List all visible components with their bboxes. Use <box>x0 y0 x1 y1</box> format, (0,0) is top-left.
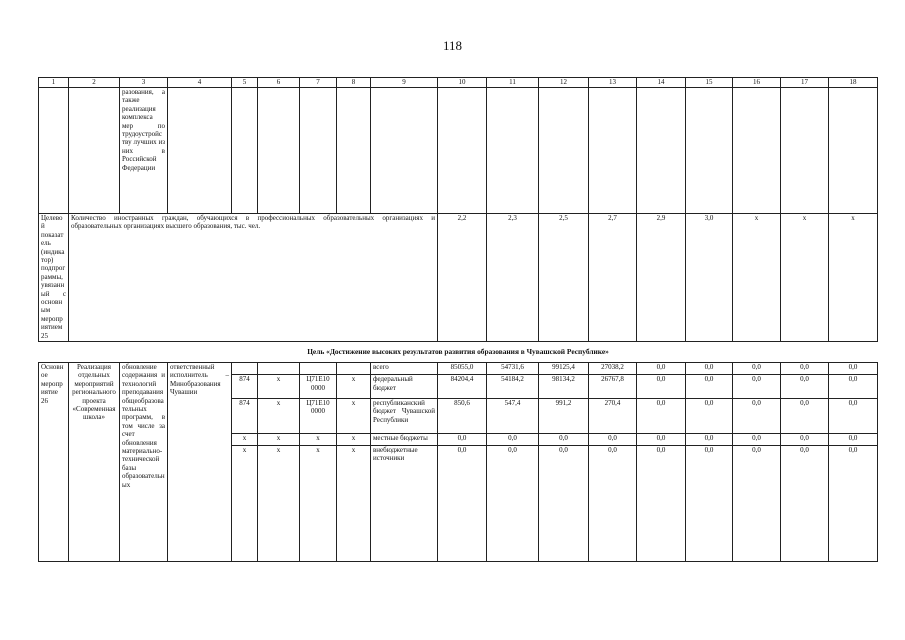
col-header-1: 1 <box>39 78 69 88</box>
amount: 27038,2 <box>589 363 637 375</box>
indicator-value: 3,0 <box>686 214 733 342</box>
target-article: Ц71Е10 0000 <box>300 375 337 399</box>
amount: 0,0 <box>733 433 781 445</box>
amount: 0,0 <box>733 363 781 375</box>
amount: 0,0 <box>781 363 829 375</box>
target-article <box>300 363 337 375</box>
amount: 0,0 <box>781 433 829 445</box>
amount: 0,0 <box>637 398 686 433</box>
funding-source: всего <box>371 363 438 375</box>
amount: 547,4 <box>487 398 539 433</box>
col-header-10: 10 <box>438 78 487 88</box>
indicator-value: 2,3 <box>487 214 539 342</box>
col-header-18: 18 <box>829 78 878 88</box>
amount: 0,0 <box>686 433 733 445</box>
amount: 0,0 <box>438 433 487 445</box>
amount: 0,0 <box>829 375 878 399</box>
amount: 0,0 <box>637 363 686 375</box>
funding-source: республиканский бюджет Чувашской Республики <box>371 398 438 433</box>
expense-type: х <box>337 398 371 433</box>
target-article: х <box>300 446 337 562</box>
section-code: х <box>258 433 300 445</box>
amount: 0,0 <box>637 375 686 399</box>
expense-type: х <box>337 446 371 562</box>
section-code: х <box>258 398 300 433</box>
amount: 0,0 <box>438 446 487 562</box>
amount: 0,0 <box>686 398 733 433</box>
amount: 0,0 <box>781 446 829 562</box>
grbs-code: х <box>232 433 258 445</box>
amount: 0,0 <box>829 363 878 375</box>
col-header-4: 4 <box>168 78 232 88</box>
expense-type <box>337 363 371 375</box>
col-header-14: 14 <box>637 78 686 88</box>
col-header-17: 17 <box>781 78 829 88</box>
indicator-label: Целевой показатель (индикатор) подпрограммы, увязанный с основным мероприятием 25 <box>39 214 69 342</box>
amount: 0,0 <box>637 433 686 445</box>
funding-source: федеральный бюджет <box>371 375 438 399</box>
amount: 0,0 <box>487 433 539 445</box>
col-header-6: 6 <box>258 78 300 88</box>
column-number-row <box>39 78 878 88</box>
amount: 850,6 <box>438 398 487 433</box>
expense-type: х <box>337 375 371 399</box>
amount: 0,0 <box>781 398 829 433</box>
finance-row-total <box>39 363 878 375</box>
grbs-code: х <box>232 446 258 562</box>
indicator-value: 2,9 <box>637 214 686 342</box>
amount: 54184,2 <box>487 375 539 399</box>
col-header-7: 7 <box>300 78 337 88</box>
indicator-value: х <box>733 214 781 342</box>
amount: 85055,0 <box>438 363 487 375</box>
indicator-value: х <box>781 214 829 342</box>
amount: 0,0 <box>733 446 781 562</box>
amount: 0,0 <box>589 446 637 562</box>
amount: 0,0 <box>829 433 878 445</box>
amount: 0,0 <box>686 446 733 562</box>
measure-description: обновление содержания и технологий преподавания общеобразовательных программ, в том числе за счет обновления материально-технической базы образовательных <box>120 363 168 562</box>
indicator-value: 2,2 <box>438 214 487 342</box>
budget-table <box>38 77 878 562</box>
col-header-5: 5 <box>232 78 258 88</box>
target-article: Ц71Е10 0000 <box>300 398 337 433</box>
amount: 98134,2 <box>539 375 589 399</box>
amount: 0,0 <box>589 433 637 445</box>
section-code: х <box>258 375 300 399</box>
measure-description-continued: разования, а также реализация комплекса мер по трудоустройству лучших из них в Российской Федерации <box>120 88 168 214</box>
amount: 0,0 <box>686 363 733 375</box>
continuation-row <box>39 88 878 214</box>
page-number: 118 <box>442 38 463 53</box>
indicator-value: 2,5 <box>539 214 589 342</box>
goal-row <box>39 342 878 363</box>
indicator-value: х <box>829 214 878 342</box>
goal-heading: Цель «Достижение высоких результатов развития образования в Чувашской Республике» <box>39 342 878 363</box>
amount: 270,4 <box>589 398 637 433</box>
amount: 26767,8 <box>589 375 637 399</box>
amount: 0,0 <box>539 433 589 445</box>
indicator-value: 2,7 <box>589 214 637 342</box>
col-header-13: 13 <box>589 78 637 88</box>
grbs-code <box>232 363 258 375</box>
col-header-15: 15 <box>686 78 733 88</box>
responsible-executor: ответственный исполнитель – Минобразования Чувашии <box>168 363 232 562</box>
amount: 0,0 <box>539 446 589 562</box>
col-header-9: 9 <box>371 78 438 88</box>
amount: 99125,4 <box>539 363 589 375</box>
amount: 0,0 <box>637 446 686 562</box>
amount: 0,0 <box>733 398 781 433</box>
grbs-code: 874 <box>232 375 258 399</box>
expense-type: х <box>337 433 371 445</box>
amount: 991,2 <box>539 398 589 433</box>
section-code: х <box>258 446 300 562</box>
amount: 84204,4 <box>438 375 487 399</box>
measure-label: Основное мероприятие 26 <box>39 363 69 562</box>
section-code <box>258 363 300 375</box>
indicator-description: Количество иностранных граждан, обучающихся в профессиональных образовательных организациях и образовательных организациях высшего образования, тыс. чел. <box>69 214 438 342</box>
col-header-3: 3 <box>120 78 168 88</box>
amount: 0,0 <box>829 446 878 562</box>
col-header-8: 8 <box>337 78 371 88</box>
target-indicator-row <box>39 214 878 342</box>
grbs-code: 874 <box>232 398 258 433</box>
target-article: х <box>300 433 337 445</box>
amount: 0,0 <box>686 375 733 399</box>
col-header-11: 11 <box>487 78 539 88</box>
measure-title: Реализация отдельных мероприятий регионального проекта «Современная школа» <box>69 363 120 562</box>
col-header-2: 2 <box>69 78 120 88</box>
amount: 0,0 <box>733 375 781 399</box>
amount: 0,0 <box>781 375 829 399</box>
amount: 54731,6 <box>487 363 539 375</box>
funding-source: местные бюджеты <box>371 433 438 445</box>
amount: 0,0 <box>829 398 878 433</box>
col-header-12: 12 <box>539 78 589 88</box>
funding-source: внебюджетные источники <box>371 446 438 562</box>
amount: 0,0 <box>487 446 539 562</box>
col-header-16: 16 <box>733 78 781 88</box>
